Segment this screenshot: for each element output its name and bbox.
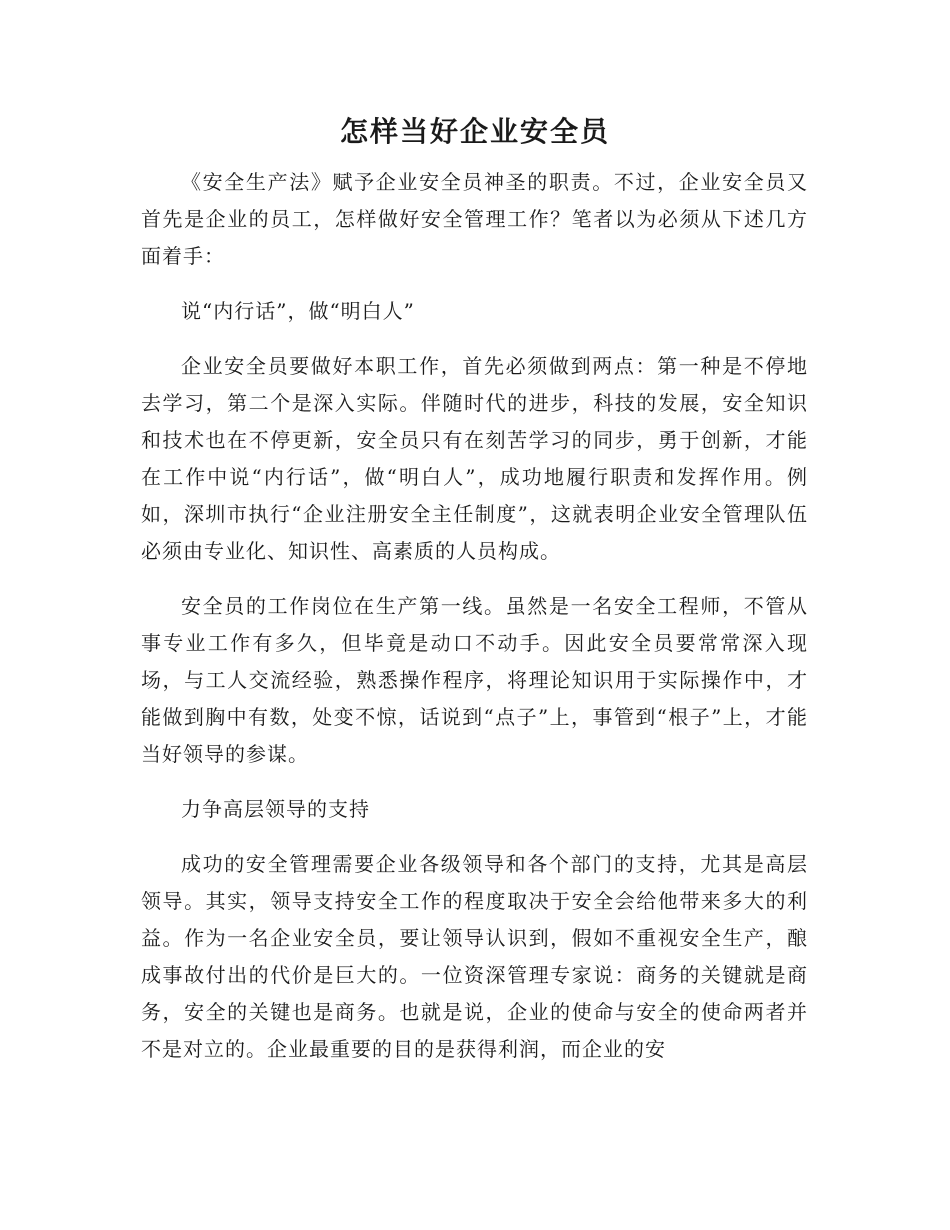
spacer bbox=[141, 570, 808, 588]
section1-paragraph-1: 企业安全员要做好本职工作，首先必须做到两点：第一种是不停地去学习，第二个是深入实际。伴随时代的进步，科技的发展，安全知识和技术也在不停更新，安全员只有在刻苦学习的同步，勇于创新，才能在工作中说“内行话”，做“明白人”，成功地履行职责和发挥作用。例如，深圳市执行“企业注册安全主任制度”，这就表明企业安全管理队伍必须由专业化、知识性、高素质的人员构成。 bbox=[141, 354, 808, 563]
spacer bbox=[141, 773, 808, 791]
section-heading-2: 力争高层领导的支持 bbox=[181, 797, 370, 821]
spacer bbox=[141, 275, 808, 293]
spacer bbox=[141, 828, 808, 846]
intro-paragraph: 《安全生产法》赋予企业安全员神圣的职责。不过，企业安全员又首先是企业的员工，怎样做好安全管理工作？笔者以为必须从下述几方面着手： bbox=[141, 170, 808, 268]
document-body bbox=[141, 164, 808, 1068]
section-heading-1: 说“内行话”，做“明白人” bbox=[181, 299, 415, 323]
spacer bbox=[141, 330, 808, 348]
section2-paragraph-1: 成功的安全管理需要企业各级领导和各个部门的支持，尤其是高层领导。其实，领导支持安全工作的程度取决于安全会给他带来多大的利益。作为一名企业安全员，要让领导认识到，假如不重视安全生产，酿成事故付出的代价是巨大的。一位资深管理专家说：商务的关键就是商务，安全的关键也是商务。也就是说，企业的使命与安全的使命两者并不是对立的。企业最重要的目的是获得利润，而企业的安 bbox=[141, 852, 808, 1061]
document-title: 怎样当好企业安全员 bbox=[339, 115, 610, 148]
section1-paragraph-2: 安全员的工作岗位在生产第一线。虽然是一名安全工程师，不管从事专业工作有多久，但毕竟是动口不动手。因此安全员要常常深入现场，与工人交流经验，熟悉操作程序，将理论知识用于实际操作中，才能做到胸中有数，处变不惊，话说到“点子”上，事管到“根子”上，才能当好领导的参谋。 bbox=[141, 594, 808, 766]
